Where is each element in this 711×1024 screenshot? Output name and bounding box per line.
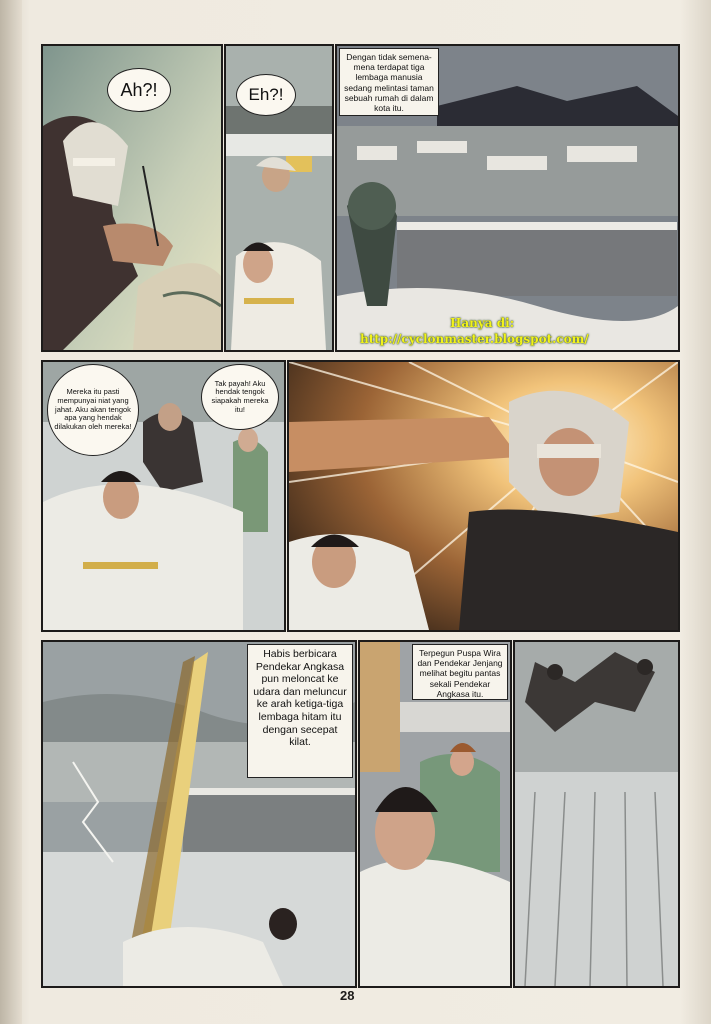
speech-bubble: Tak payah! Aku hendak tengok siapakah mereka itu!	[201, 364, 279, 430]
panel-2	[224, 44, 334, 352]
panel-1	[41, 44, 223, 352]
watermark-url: http://cyclonmaster.blogspot.com/	[360, 332, 589, 346]
speech-bubble: Mereka itu pasti mempunyai niat yang jahat. Aku akan tengok apa yang hendak dilakukan oleh mereka!	[47, 364, 139, 456]
watermark-label: Hanya di:	[450, 316, 515, 330]
narration-box: Terpegun Puspa Wira dan Pendekar Jenjang melihat begitu pantas sekali Pendekar Angkasa itu.	[412, 644, 508, 700]
panel-8	[513, 640, 680, 988]
panel-5	[287, 360, 680, 632]
panel-6	[41, 640, 357, 988]
page-number: 28	[340, 988, 355, 1003]
panel-3	[335, 44, 680, 352]
panel-7	[358, 640, 512, 988]
panel-8-art	[515, 642, 678, 986]
speech-bubble: Ah?!	[107, 68, 171, 112]
panel-4	[41, 360, 286, 632]
narration-box: Dengan tidak semena-mena terdapat tiga lembaga manusia sedang melintasi taman sebuah rumah di dalam kota itu.	[339, 48, 439, 116]
narration-box: Habis berbicara Pendekar Angkasa pun meloncat ke udara dan meluncur ke arah ketiga-tiga lembaga hitam itu dengan secepat kilat.	[247, 644, 353, 778]
speech-bubble: Eh?!	[236, 74, 296, 116]
book-spine	[0, 0, 22, 1024]
panel-5-art	[289, 362, 678, 630]
